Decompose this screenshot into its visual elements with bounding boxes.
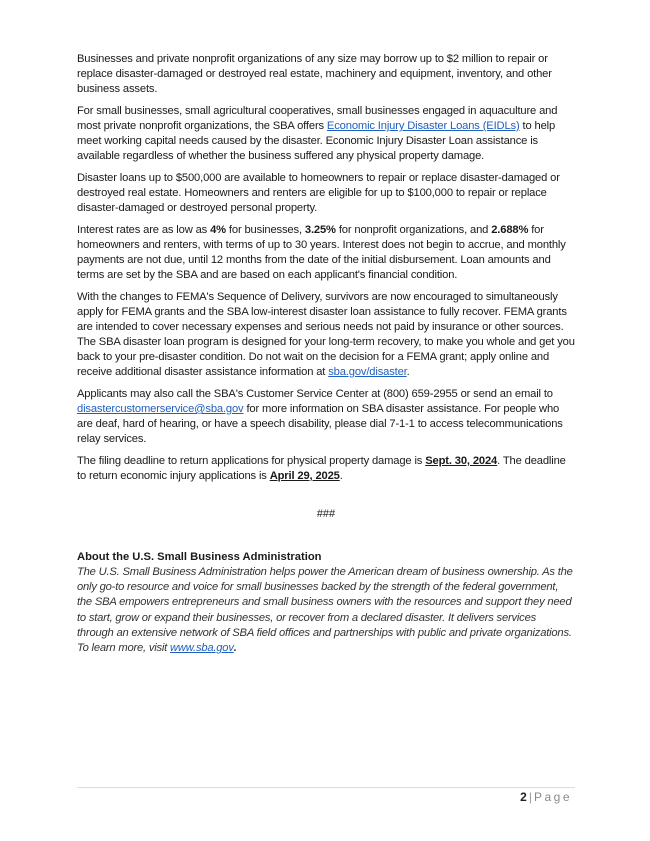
text: . <box>406 366 410 378</box>
text: . <box>339 470 343 482</box>
paragraph-deadlines <box>77 454 575 484</box>
rate-nonprofit: 3.25% <box>304 224 336 236</box>
about-body <box>77 565 575 656</box>
deadline-economic: April 29, 2025 <box>269 470 340 482</box>
paragraph-fema <box>77 290 575 380</box>
text: Applicants may also call the SBA's Customer Service Center at (800) 659-2955 or send an email to <box>77 388 553 400</box>
footer-separator: | <box>528 790 532 804</box>
rate-business: 4% <box>210 224 226 236</box>
sba-website-link[interactable]: www.sba.gov <box>170 642 234 655</box>
text: Interest rates are as low as <box>77 224 211 236</box>
section-separator: ### <box>316 508 336 520</box>
text: for businesses, <box>225 224 305 236</box>
page-label: Page <box>533 790 572 804</box>
email-link[interactable]: disastercustomerservice@sba.gov <box>77 403 244 415</box>
paragraph-business-loans: Businesses and private nonprofit organizations of any size may borrow up to $2 million to repair or replace disaster-damaged or destroyed real estate, machinery and equipment, inventory, and other business assets. <box>77 53 552 95</box>
text: The filing deadline to return applications for physical property damage is <box>77 455 426 467</box>
sba-disaster-link[interactable]: sba.gov/disaster <box>328 366 407 378</box>
eidl-link[interactable]: Economic Injury Disaster Loans (EIDLs) <box>326 120 520 132</box>
text: . The deadline to return economic injury applications is <box>77 455 566 482</box>
text: for nonprofit organizations, and <box>335 224 492 236</box>
footer-divider <box>77 787 575 788</box>
text: to help meet working capital needs caused by the disaster. Economic Injury Disaster Loan assistance is available regardless of whether the business suffered any physical property damage. <box>77 120 556 162</box>
paragraph-interest-rates <box>77 223 575 283</box>
paragraph-eidl <box>77 104 575 164</box>
text: For small businesses, small agricultural cooperatives, small businesses engaged in aquaculture and most private nonprofit organizations, the SBA offers <box>77 105 558 132</box>
rate-homeowner: 2.688% <box>491 224 529 236</box>
text: . <box>233 642 237 655</box>
paragraph-contact <box>77 387 575 447</box>
page-number: 2 <box>520 790 527 804</box>
page-footer <box>520 790 572 804</box>
about-heading: About the U.S. Small Business Administration <box>77 551 322 563</box>
deadline-physical: Sept. 30, 2024 <box>425 455 498 467</box>
document-page <box>77 52 575 656</box>
text: for homeowners and renters, with terms of up to 30 years. Interest does not begin to accrue, and monthly payments are not due, until 12 months from the date of the initial disbursement. Loan amounts and terms are set by the SBA and are based on each applicant's financial condition. <box>77 224 566 281</box>
text: The U.S. Small Business Administration helps power the American dream of business ownership. As the only go-to resource and voice for small businesses backed by the strength of the federal government, the SBA empowers entrepreneurs and small business owners with the resources and support they need to start, grow or expand their businesses, or recover from a declared disaster. It delivers services through an extensive network of SBA field offices and partnerships with public and private organizations. To learn more, visit <box>77 566 573 655</box>
paragraph-homeowner-loans: Disaster loans up to $500,000 are available to homeowners to repair or replace disaster-damaged or destroyed real estate. Homeowners and renters are eligible for up to $100,000 to repair or replace disaster-damaged or destroyed personal property. <box>77 172 560 214</box>
text: With the changes to FEMA's Sequence of Delivery, survivors are now encouraged to simultaneously apply for FEMA grants and the SBA low-interest disaster loan assistance to fully recover. FEMA grants are intended to cover necessary expenses and serious needs not paid by insurance or other sources. The SBA disaster loan program is designed for your long-term recovery, to make you whole and get you back to your pre-disaster condition. Do not wait on the decision for a FEMA grant; apply online and receive additional disaster assistance information at <box>77 291 575 378</box>
text: for more information on SBA disaster assistance. For people who are deaf, hard of hearing, or have a speech disability, please dial 7-1-1 to access telecommunications relay services. <box>77 403 563 445</box>
